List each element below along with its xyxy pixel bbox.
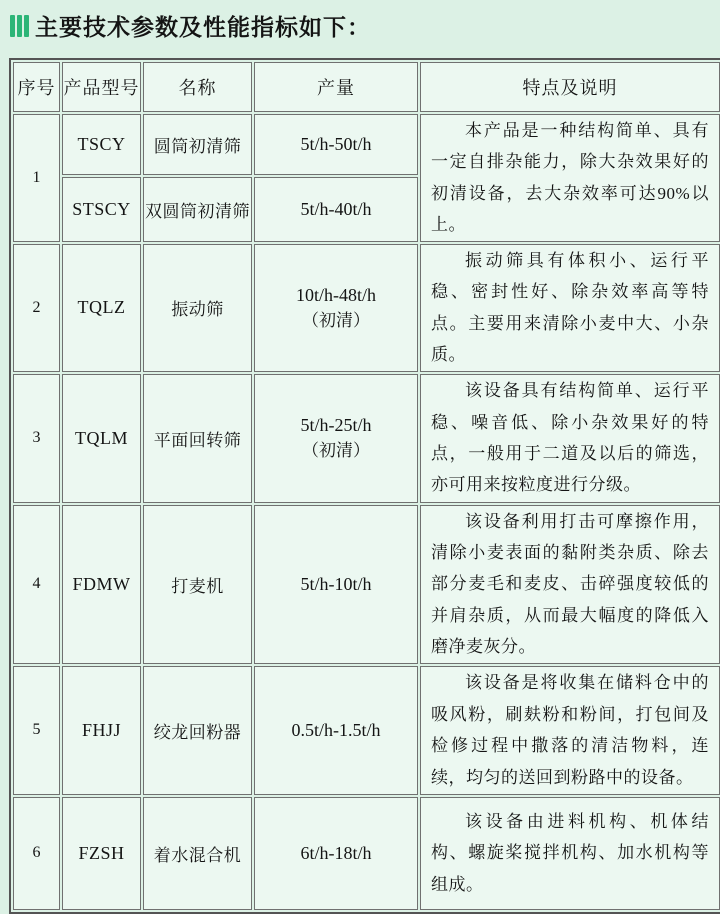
tri-bars-icon xyxy=(10,15,29,37)
cell-name: 绞龙回粉器 xyxy=(143,666,252,795)
cell-capacity: 5t/h-40t/h xyxy=(254,177,418,242)
cell-name: 着水混合机 xyxy=(143,797,252,910)
cell-name: 圆筒初清筛 xyxy=(143,114,252,175)
cell-index: 3 xyxy=(13,374,60,503)
col-header-description: 特点及说明 xyxy=(420,62,720,112)
cell-model: FHJJ xyxy=(62,666,141,795)
cell-capacity: 5t/h-10t/h xyxy=(254,505,418,664)
capacity-value: 10t/h-48t/h xyxy=(296,284,376,305)
cell-description xyxy=(420,374,720,503)
description-text: 本产品是一种结构简单、具有一定自排杂能力，除大杂效果好的初清设备，去大杂效率可达90%以上。 xyxy=(431,121,709,235)
cell-model: FDMW xyxy=(62,505,141,664)
description-text: 该设备是将收集在储料仓中的吸风粉，刷麸粉和粉间，打包间及检修过程中撒落的清洁物料，连续，均匀的送回到粉路中的设备。 xyxy=(431,673,709,787)
cell-description xyxy=(420,666,720,795)
cell-model: FZSH xyxy=(62,797,141,910)
col-header-index: 序号 xyxy=(13,62,60,112)
cell-capacity: 5t/h-50t/h xyxy=(254,114,418,175)
table-row xyxy=(13,797,720,910)
cell-description xyxy=(420,797,720,910)
cell-description xyxy=(420,505,720,664)
cell-model: TSCY xyxy=(62,114,141,175)
page-title xyxy=(0,0,720,42)
header-row xyxy=(13,62,720,112)
cell-model: TQLM xyxy=(62,374,141,503)
capacity-note: （初清） xyxy=(302,441,370,460)
col-header-name: 名称 xyxy=(143,62,252,112)
table-row xyxy=(13,666,720,795)
page-title-text: 主要技术参数及性能指标如下： xyxy=(35,14,371,40)
cell-name: 打麦机 xyxy=(143,505,252,664)
cell-model: STSCY xyxy=(62,177,141,242)
table-row xyxy=(13,244,720,372)
table-row xyxy=(13,505,720,664)
cell-index: 2 xyxy=(13,244,60,372)
cell-model: TQLZ xyxy=(62,244,141,372)
cell-index: 1 xyxy=(13,114,60,242)
cell-index: 5 xyxy=(13,666,60,795)
capacity-value: 5t/h-25t/h xyxy=(300,415,372,435)
cell-capacity xyxy=(254,244,418,372)
description-text: 该设备利用打击可摩擦作用，清除小麦表面的黏附类杂质、除去部分麦毛和麦皮、击碎强度较低的并肩杂质，从而最大幅度的降低入磨净麦灰分。 xyxy=(431,511,709,657)
cell-index: 4 xyxy=(13,505,60,664)
table-row xyxy=(13,374,720,503)
cell-description xyxy=(420,244,720,372)
cell-index: 6 xyxy=(13,797,60,910)
description-text: 该设备由进料机构、机体结构、螺旋桨搅拌机构、加水机构等组成。 xyxy=(431,812,709,894)
cell-capacity: 6t/h-18t/h xyxy=(254,797,418,910)
cell-name: 振动筛 xyxy=(143,244,252,372)
cell-name: 双圆筒初清筛 xyxy=(143,177,252,242)
spec-table xyxy=(9,58,720,914)
description-text: 该设备具有结构简单、运行平稳、噪音低、除小杂效果好的特点，一般用于二道及以后的筛选，亦可用来按粒度进行分级。 xyxy=(431,381,709,495)
cell-description xyxy=(420,114,720,242)
cell-capacity xyxy=(254,374,418,503)
col-header-capacity: 产量 xyxy=(254,62,418,112)
col-header-model: 产品型号 xyxy=(62,62,141,112)
capacity-note: （初清） xyxy=(302,310,370,330)
cell-name: 平面回转筛 xyxy=(143,374,252,503)
table-row xyxy=(13,114,720,175)
description-text: 振动筛具有体积小、运行平稳、密封性好、除杂效率高等特点。主要用来清除小麦中大、小杂质。 xyxy=(431,250,709,365)
cell-capacity: 0.5t/h-1.5t/h xyxy=(254,666,418,795)
